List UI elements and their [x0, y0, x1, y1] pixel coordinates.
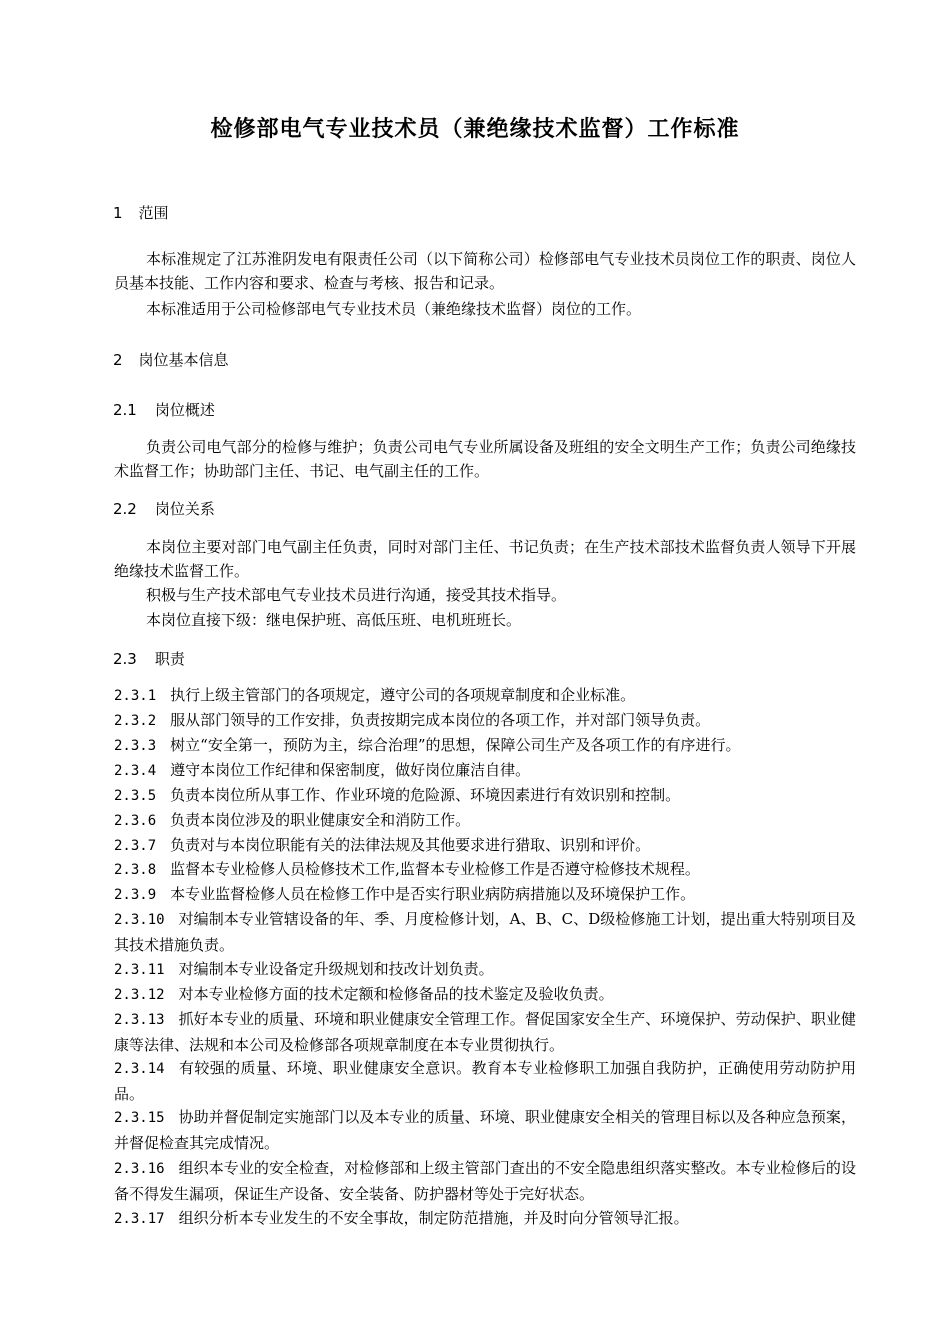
section-number: 2.3: [113, 650, 137, 668]
duty-text: 负责本岗位所从事工作、作业环境的危险源、环境因素进行有效识别和控制。: [170, 786, 681, 804]
section-2-heading: [113, 349, 229, 370]
section-title: 范围: [138, 204, 169, 222]
duty-item: [114, 808, 856, 834]
section-number: 2.2: [113, 500, 137, 518]
paragraph: 负责公司电气部分的检修与维护；负责公司电气专业所属设备及班组的安全文明生产工作；负责公司绝缘技术监督工作；协助部门主任、书记、电气副主任的工作。: [114, 438, 856, 480]
duty-text: 对编制本专业管辖设备的年、季、月度检修计划，A、B、C、D级检修施工计划，提出重大特别项目及其技术措施负责。: [114, 910, 856, 954]
paragraph: 本岗位直接下级：继电保护班、高低压班、电机班班长。: [146, 611, 522, 629]
document-title: 检修部电气专业技术员（兼绝缘技术监督）工作标准: [210, 117, 740, 142]
duty-text: 对本专业检修方面的技术定额和检修备品的技术鉴定及验收负责。: [178, 985, 614, 1003]
duty-number: 2.3.5: [114, 788, 157, 804]
section-number: 1: [113, 204, 123, 222]
duty-item: [114, 683, 856, 709]
duty-number: 2.3.14: [114, 1061, 165, 1077]
duty-text: 负责对与本岗位职能有关的法律法规及其他要求进行猎取、识别和评价。: [170, 836, 651, 854]
duty-text: 有较强的质量、环境、职业健康安全意识。教育本专业检修职工加强自我防护，正确使用劳动防护用品。: [114, 1059, 856, 1103]
duty-item: [114, 758, 856, 784]
paragraph: 本标准规定了江苏淮阴发电有限责任公司（以下简称公司）检修部电气专业技术员岗位工作的职责、岗位人员基本技能、工作内容和要求、检查与考核、报告和记录。: [114, 250, 856, 292]
duty-item: [114, 1007, 856, 1057]
paragraph: 积极与生产技术部电气专业技术员进行沟通，接受其技术指导。: [146, 586, 567, 604]
duty-item: [114, 733, 856, 759]
duty-text: 对编制本专业设备定升级规划和技改计划负责。: [178, 960, 494, 978]
duty-number: 2.3.7: [114, 838, 157, 854]
section-number: 2: [113, 351, 123, 369]
section-1-heading: [113, 202, 169, 223]
duty-number: 2.3.16: [114, 1161, 165, 1177]
duty-item: [114, 1105, 856, 1155]
paragraph: 本岗位主要对部门电气副主任负责，同时对部门主任、书记负责；在生产技术部技术监督负责人领导下开展绝缘技术监督工作。: [114, 538, 856, 580]
duty-item: [114, 708, 856, 734]
duty-number: 2.3.2: [114, 713, 157, 729]
duty-text: 负责本岗位涉及的职业健康安全和消防工作。: [170, 811, 471, 829]
duty-number: 2.3.10: [114, 912, 165, 928]
duty-text: 树立“安全第一，预防为主，综合治理”的思想，保障公司生产及各项工作的有序进行。: [170, 736, 741, 754]
duty-text: 遵守本岗位工作纪律和保密制度，做好岗位廉洁自律。: [170, 761, 531, 779]
duty-text: 服从部门领导的工作安排，负责按期完成本岗位的各项工作，并对部门领导负责。: [170, 711, 711, 729]
section-title: 岗位基本信息: [138, 351, 229, 369]
duty-text: 本专业监督检修人员在检修工作中是否实行职业病防病措施以及环境保护工作。: [170, 885, 696, 903]
duty-number: 2.3.9: [114, 887, 157, 903]
duty-text: 抓好本专业的质量、环境和职业健康安全管理工作。督促国家安全生产、环境保护、劳动保护、职业健康等法律、法规和本公司及检修部各项规章制度在本专业贯彻执行。: [114, 1010, 856, 1054]
duty-number: 2.3.11: [114, 962, 165, 978]
section-2-3-heading: [113, 648, 185, 669]
duty-number: 2.3.6: [114, 813, 157, 829]
duty-item: [114, 882, 856, 908]
duty-text: 执行上级主管部门的各项规定，遵守公司的各项规章制度和企业标准。: [170, 686, 636, 704]
duty-item: [114, 1156, 856, 1206]
duty-text: 组织分析本专业发生的不安全事故，制定防范措施，并及时向分管领导汇报。: [178, 1209, 689, 1227]
duty-item: [114, 833, 856, 859]
duty-item: [114, 957, 856, 983]
duty-item: [114, 982, 856, 1008]
duty-number: 2.3.13: [114, 1012, 165, 1028]
duty-text: 监督本专业检修人员检修技术工作,监督本专业检修工作是否遵守检修技术规程。: [170, 860, 700, 878]
duty-number: 2.3.3: [114, 738, 157, 754]
section-title: 职责: [154, 650, 185, 668]
duty-number: 2.3.1: [114, 688, 157, 704]
section-title: 岗位概述: [154, 401, 215, 419]
duty-number: 2.3.4: [114, 763, 157, 779]
duty-number: 2.3.12: [114, 987, 165, 1003]
duty-item: [114, 907, 856, 957]
section-number: 2.1: [113, 401, 137, 419]
section-2-1-heading: [113, 399, 215, 420]
duty-number: 2.3.8: [114, 862, 157, 878]
section-2-2-heading: [113, 498, 215, 519]
duty-text: 组织本专业的安全检查，对检修部和上级主管部门查出的不安全隐患组织落实整改。本专业检修后的设备不得发生漏项，保证生产设备、安全装备、防护器材等处于完好状态。: [114, 1159, 856, 1203]
duty-number: 2.3.17: [114, 1211, 165, 1227]
duty-item: [114, 1056, 856, 1106]
duty-number: 2.3.15: [114, 1110, 165, 1126]
duty-item: [114, 857, 856, 883]
duty-item: [114, 783, 856, 809]
section-title: 岗位关系: [154, 500, 215, 518]
duty-item: [114, 1206, 856, 1232]
paragraph: 本标准适用于公司检修部电气专业技术员（兼绝缘技术监督）岗位的工作。: [146, 300, 642, 318]
duty-text: 协助并督促制定实施部门以及本专业的质量、环境、职业健康安全相关的管理目标以及各种应急预案，并督促检查其完成情况。: [114, 1108, 856, 1152]
